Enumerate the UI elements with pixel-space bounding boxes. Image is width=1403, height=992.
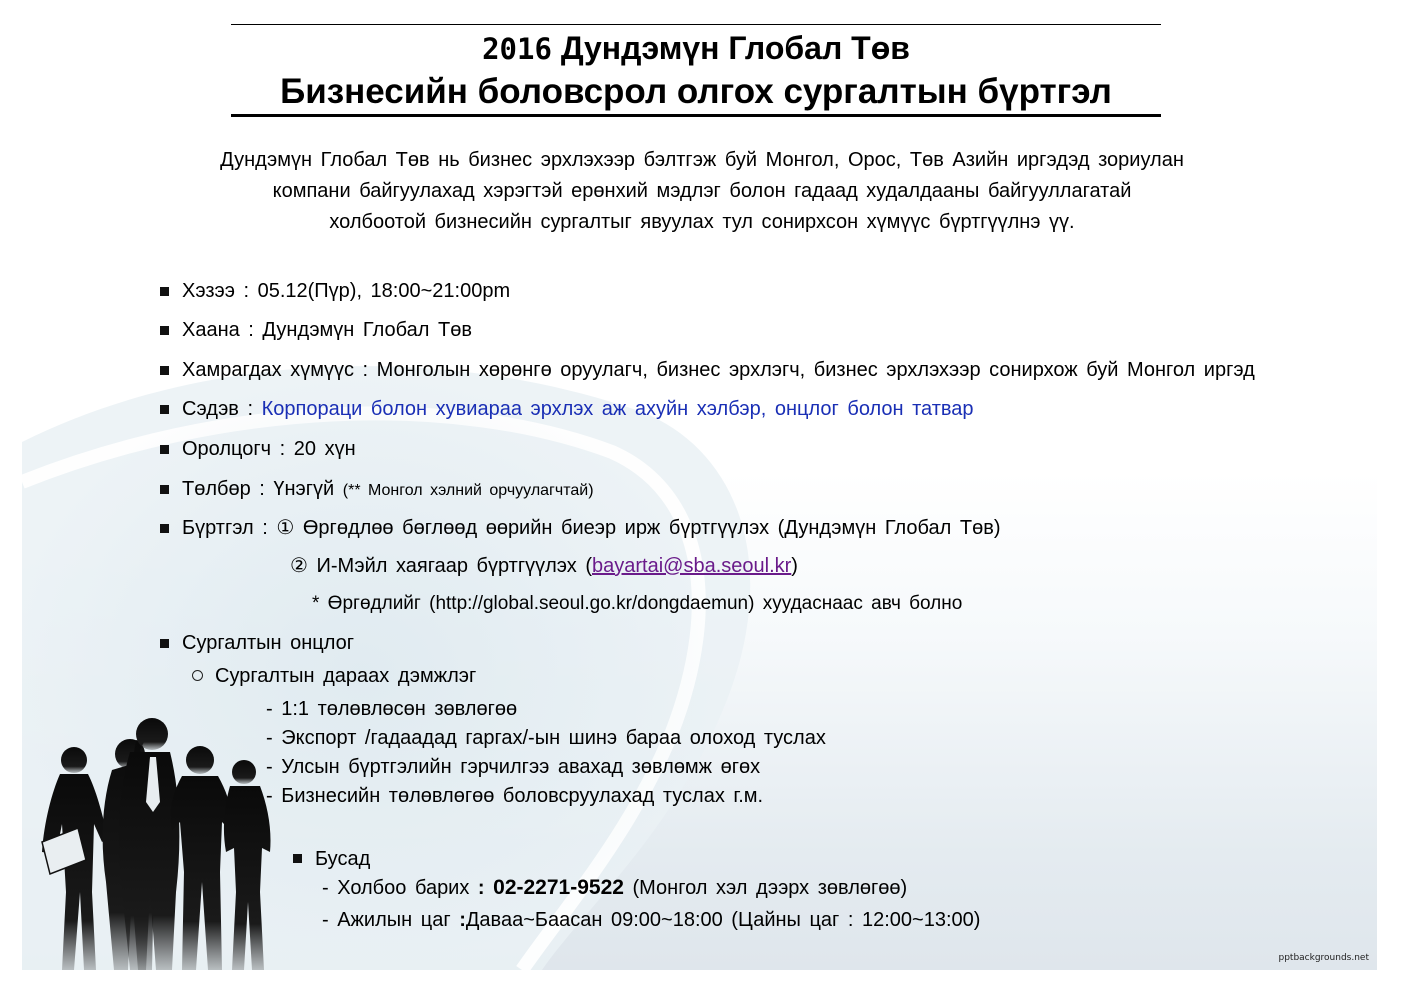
hours-value: Даваа~Баасан 09:00~18:00 (Цайны цаг : 12:00~13:00) — [465, 909, 981, 931]
square-bullet-icon — [293, 854, 302, 863]
registration-option-2: И-Мэйл хаягаар бүртгүүлэх ( — [316, 555, 592, 577]
intro-line-2: компани байгуулахад хэрэгтэй ерөнхий мэдлэг болон гадаад худалдааны байгууллагатай — [272, 180, 1132, 202]
hours-colon: : — [459, 909, 466, 931]
intro-line-1: Дундэмүн Глобал Төв нь бизнес эрхлэхээр бэлтгэж буй Монгол, Орос, Төв Азийн иргэдэд зориулан — [220, 149, 1184, 171]
page-subtitle: Бизнесийн боловсрол олгох сургалтын бүртгэл — [280, 72, 1112, 111]
detail-participants: Оролцогч : 20 хүн — [182, 438, 356, 460]
detail-where: Хаана : Дундэмүн Глобал Төв — [182, 319, 472, 341]
features-item-3: - Улсын бүртгэлийн гэрчилгээ авахад зөвлөмж өгөх — [266, 756, 761, 778]
features-item-2: - Экспорт /гадаадад гаргах/-ын шинэ бараа олоход туслах — [266, 727, 826, 749]
intro-line-3: холбоотой бизнесийн сургалтыг явуулах тул сонирхсон хүмүүс бүртгүүлнэ үү. — [329, 211, 1075, 233]
page-title — [231, 28, 1161, 69]
square-bullet-icon — [160, 366, 169, 375]
other-heading: Бусад — [315, 848, 371, 870]
detail-topic — [182, 395, 974, 423]
detail-when: Хэзээ : 05.12(Пүр), 18:00~21:00pm — [182, 280, 511, 302]
topic-part-2: онцлог болон татвар — [774, 398, 974, 420]
other-contact — [322, 874, 907, 902]
square-bullet-icon — [160, 524, 169, 533]
registration-option-2-close: ) — [791, 555, 798, 577]
features-heading: Сургалтын онцлог — [182, 632, 355, 654]
fee-main: Төлбөр : Үнэгүй — [182, 478, 335, 500]
detail-registration — [182, 514, 1001, 542]
document-page — [22, 12, 1377, 970]
registration-option-1: Өргөдлөө бөглөөд өөрийн биеэр ирж бүртгүүлэх (Дундэмүн Глобал Төв) — [302, 517, 1001, 539]
contact-label: - Холбоо барих — [322, 877, 470, 899]
square-bullet-icon — [160, 445, 169, 454]
circle-bullet-icon — [192, 670, 203, 681]
topic-label: Сэдэв : — [182, 398, 262, 420]
circled-one-icon: ① — [276, 517, 295, 539]
square-bullet-icon — [160, 485, 169, 494]
background-credit: pptbackgrounds.net — [1278, 953, 1369, 963]
registration-option-2-line — [290, 552, 798, 580]
circled-two-icon: ② — [290, 555, 308, 577]
other-hours — [322, 906, 980, 934]
features-subheading: Сургалтын дараах дэмжлэг — [215, 665, 477, 687]
registration-label: Бүртгэл : — [182, 517, 277, 539]
square-bullet-icon — [160, 405, 169, 414]
title-rest: Дундэмүн Глобал Төв — [560, 30, 910, 66]
detail-audience: Хамрагдах хүмүүс : Монголын хөрөнгө оруулагч, бизнес эрхлэгч, бизнес эрхлэхээр сонирхож буй Монгол иргэд — [182, 359, 1255, 381]
features-item-4: - Бизнесийн төлөвлөгөө боловсруулахад туслах г.м. — [266, 785, 764, 807]
header-top-rule — [231, 24, 1161, 25]
square-bullet-icon — [160, 639, 169, 648]
fee-note: (** Монгол хэлний орчуулагчтай) — [342, 482, 594, 499]
contact-colon: : — [477, 877, 485, 899]
features-item-1: - 1:1 төлөвлөсөн зөвлөгөө — [266, 698, 518, 720]
contact-note: (Монгол хэл дээрх зөвлөгөө) — [632, 877, 908, 899]
square-bullet-icon — [160, 326, 169, 335]
header-bottom-rule — [231, 114, 1161, 117]
email-link[interactable]: bayartai@sba.seoul.kr — [592, 555, 792, 577]
title-year: 2016 — [482, 32, 552, 66]
detail-fee — [182, 475, 594, 505]
square-bullet-icon — [160, 287, 169, 296]
topic-part-1: Корпораци болон хувиараа эрхлэх аж ахуйн хэлбэр, — [261, 398, 767, 420]
contact-phone: 02-2271-9522 — [493, 876, 624, 899]
hours-label: - Ажилын цаг — [322, 909, 451, 931]
registration-note: * Өргөдлийг (http://global.seoul.go.kr/dongdaemun) хуудаснаас авч болно — [312, 593, 963, 614]
